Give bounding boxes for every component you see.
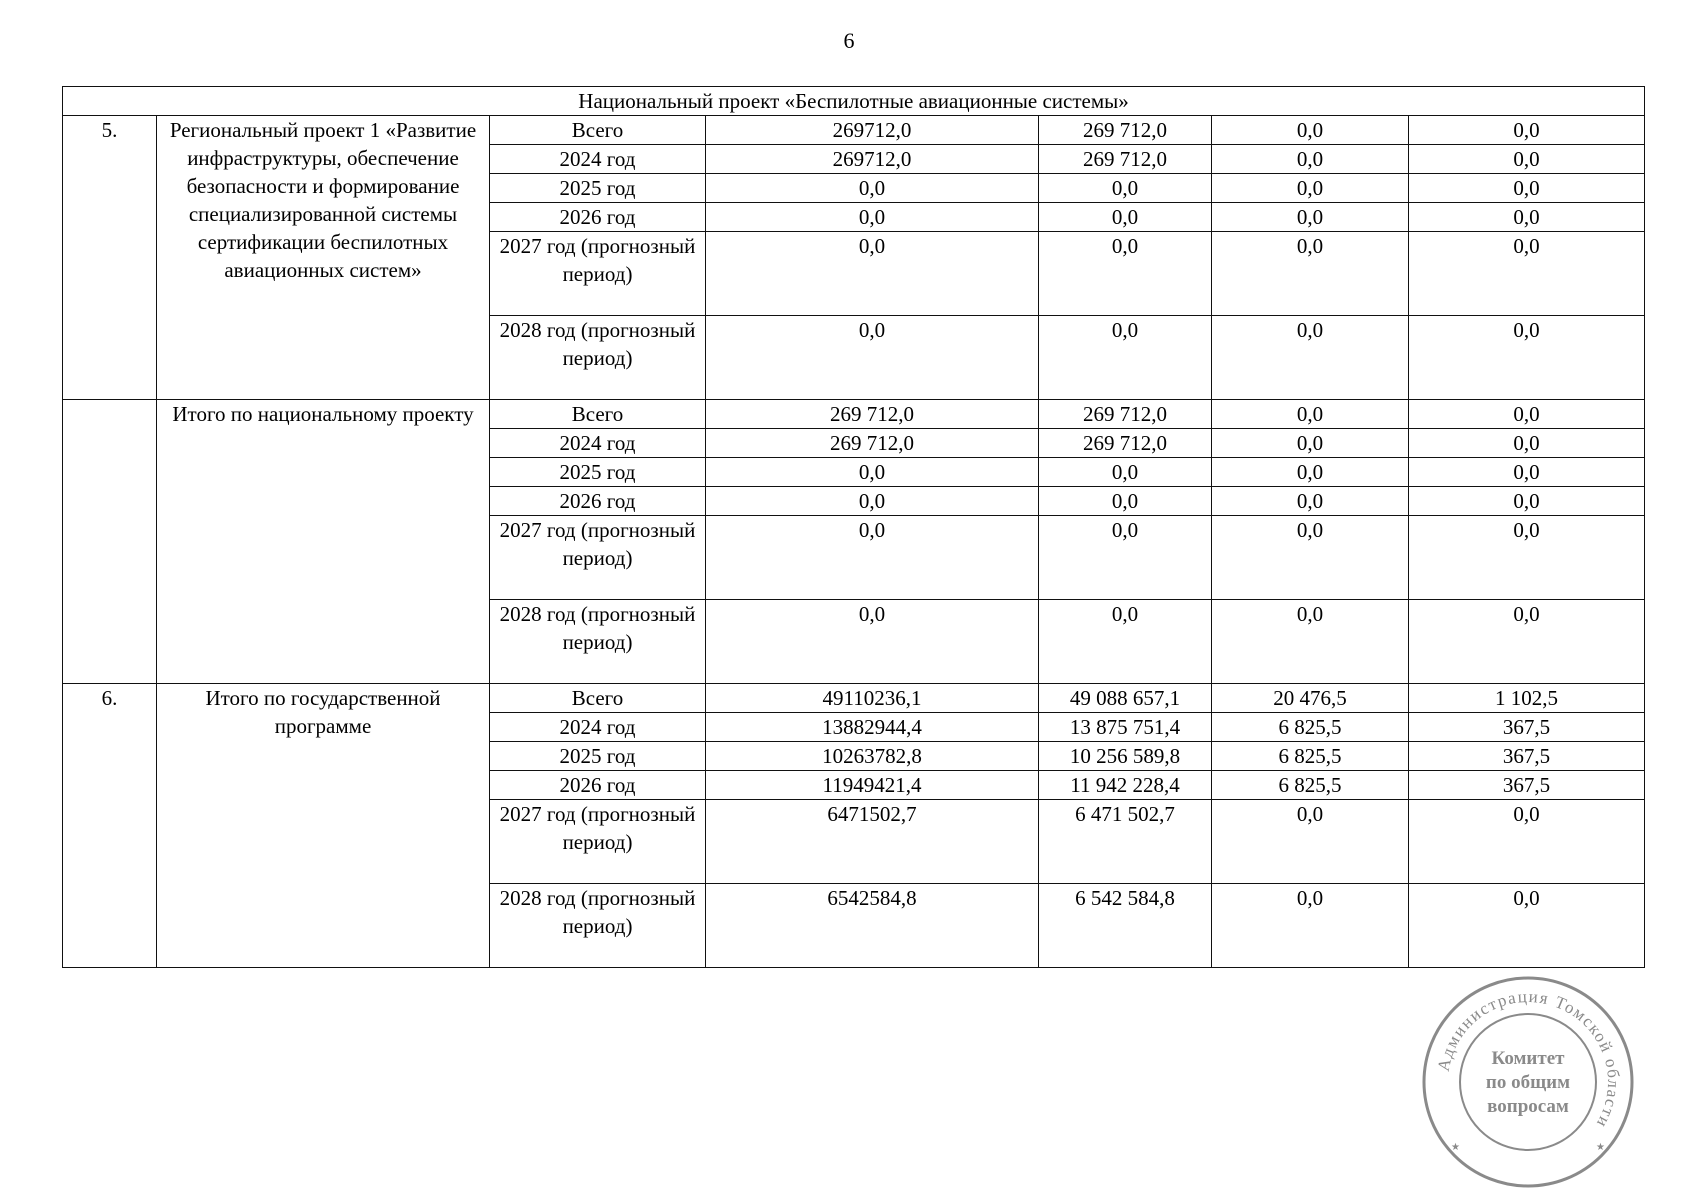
stamp-center-line: Комитет — [1491, 1048, 1565, 1069]
amount-cell-3: 0,0 — [1212, 487, 1409, 516]
amount-cell-2: 13 875 751,4 — [1039, 713, 1212, 742]
table-row — [63, 400, 1645, 429]
page-number: 6 — [843, 28, 855, 53]
amount-cell-2: 6 542 584,8 — [1039, 884, 1212, 968]
amount-cell-1: 269 712,0 — [706, 400, 1039, 429]
period-cell: 2026 год — [490, 487, 706, 516]
period-cell: 2025 год — [490, 742, 706, 771]
amount-cell-3: 0,0 — [1212, 116, 1409, 145]
amount-cell-2: 0,0 — [1039, 232, 1212, 316]
amount-cell-4: 1 102,5 — [1409, 684, 1645, 713]
amount-cell-1: 269712,0 — [706, 145, 1039, 174]
amount-cell-3: 0,0 — [1212, 316, 1409, 400]
amount-cell-4: 0,0 — [1409, 400, 1645, 429]
amount-cell-1: 6471502,7 — [706, 800, 1039, 884]
amount-cell-1: 0,0 — [706, 487, 1039, 516]
amount-cell-2: 0,0 — [1039, 174, 1212, 203]
stamp-star-right: ★ — [1596, 1142, 1605, 1153]
stamp-star-left: ★ — [1451, 1142, 1460, 1153]
amount-cell-4: 0,0 — [1409, 116, 1645, 145]
period-cell: Всего — [490, 400, 706, 429]
period-cell: 2026 год — [490, 203, 706, 232]
section-name: Региональный проект 1 «Развитие инфраструктуры, обеспечение безопасности и формирование специализированной системы сертификации беспилотных авиационных систем» — [157, 116, 490, 400]
section-name: Итого по национальному проекту — [157, 400, 490, 684]
amount-cell-3: 0,0 — [1212, 458, 1409, 487]
amount-cell-1: 0,0 — [706, 458, 1039, 487]
period-cell: 2024 год — [490, 713, 706, 742]
amount-cell-2: 0,0 — [1039, 203, 1212, 232]
amount-cell-3: 0,0 — [1212, 429, 1409, 458]
amount-cell-4: 367,5 — [1409, 742, 1645, 771]
amount-cell-3: 6 825,5 — [1212, 742, 1409, 771]
amount-cell-1: 0,0 — [706, 516, 1039, 600]
amount-cell-3: 0,0 — [1212, 400, 1409, 429]
amount-cell-2: 0,0 — [1039, 600, 1212, 684]
period-cell: 2027 год (прогнозный период) — [490, 232, 706, 316]
section-number: 6. — [63, 684, 157, 968]
period-cell: 2028 год (прогнозный период) — [490, 600, 706, 684]
amount-cell-1: 0,0 — [706, 600, 1039, 684]
amount-cell-4: 0,0 — [1409, 884, 1645, 968]
period-cell: Всего — [490, 684, 706, 713]
section-number: 5. — [63, 116, 157, 400]
period-cell: 2027 год (прогнозный период) — [490, 516, 706, 600]
amount-cell-3: 0,0 — [1212, 800, 1409, 884]
amount-cell-4: 0,0 — [1409, 516, 1645, 600]
amount-cell-1: 269 712,0 — [706, 429, 1039, 458]
amount-cell-4: 0,0 — [1409, 316, 1645, 400]
period-cell: 2028 год (прогнозный период) — [490, 316, 706, 400]
amount-cell-4: 0,0 — [1409, 145, 1645, 174]
amount-cell-4: 0,0 — [1409, 800, 1645, 884]
amount-cell-4: 0,0 — [1409, 174, 1645, 203]
period-cell: 2024 год — [490, 429, 706, 458]
amount-cell-2: 269 712,0 — [1039, 145, 1212, 174]
amount-cell-4: 0,0 — [1409, 487, 1645, 516]
period-cell: 2025 год — [490, 458, 706, 487]
period-cell: Всего — [490, 116, 706, 145]
official-stamp — [1418, 972, 1638, 1192]
amount-cell-1: 0,0 — [706, 232, 1039, 316]
amount-cell-1: 6542584,8 — [706, 884, 1039, 968]
amount-cell-4: 0,0 — [1409, 600, 1645, 684]
amount-cell-3: 6 825,5 — [1212, 713, 1409, 742]
amount-cell-3: 0,0 — [1212, 174, 1409, 203]
amount-cell-1: 13882944,4 — [706, 713, 1039, 742]
amount-cell-4: 367,5 — [1409, 713, 1645, 742]
amount-cell-2: 0,0 — [1039, 516, 1212, 600]
table-row — [63, 684, 1645, 713]
amount-cell-4: 0,0 — [1409, 232, 1645, 316]
stamp-center-line: вопросам — [1487, 1096, 1569, 1117]
budget-table — [62, 86, 1645, 968]
amount-cell-1: 269712,0 — [706, 116, 1039, 145]
amount-cell-1: 10263782,8 — [706, 742, 1039, 771]
period-cell: 2024 год — [490, 145, 706, 174]
amount-cell-2: 10 256 589,8 — [1039, 742, 1212, 771]
amount-cell-1: 11949421,4 — [706, 771, 1039, 800]
amount-cell-2: 0,0 — [1039, 458, 1212, 487]
amount-cell-1: 0,0 — [706, 203, 1039, 232]
amount-cell-3: 20 476,5 — [1212, 684, 1409, 713]
amount-cell-2: 0,0 — [1039, 316, 1212, 400]
amount-cell-1: 0,0 — [706, 174, 1039, 203]
period-cell: 2026 год — [490, 771, 706, 800]
amount-cell-2: 269 712,0 — [1039, 429, 1212, 458]
section-number — [63, 400, 157, 684]
period-cell: 2027 год (прогнозный период) — [490, 800, 706, 884]
section-name: Итого по государственной программе — [157, 684, 490, 968]
period-cell: 2028 год (прогнозный период) — [490, 884, 706, 968]
amount-cell-2: 269 712,0 — [1039, 116, 1212, 145]
table-row — [63, 116, 1645, 145]
amount-cell-2: 11 942 228,4 — [1039, 771, 1212, 800]
amount-cell-2: 0,0 — [1039, 487, 1212, 516]
amount-cell-3: 0,0 — [1212, 145, 1409, 174]
stamp-center-line: по общим — [1485, 1072, 1571, 1093]
amount-cell-1: 49110236,1 — [706, 684, 1039, 713]
stamp-ring-text: Администрация Томской области — [1433, 986, 1624, 1132]
period-cell: 2025 год — [490, 174, 706, 203]
amount-cell-1: 0,0 — [706, 316, 1039, 400]
amount-cell-4: 0,0 — [1409, 429, 1645, 458]
amount-cell-3: 0,0 — [1212, 232, 1409, 316]
amount-cell-2: 269 712,0 — [1039, 400, 1212, 429]
amount-cell-3: 6 825,5 — [1212, 771, 1409, 800]
national-project-title: Национальный проект «Беспилотные авиационные системы» — [63, 87, 1645, 116]
amount-cell-3: 0,0 — [1212, 516, 1409, 600]
amount-cell-2: 6 471 502,7 — [1039, 800, 1212, 884]
amount-cell-3: 0,0 — [1212, 203, 1409, 232]
amount-cell-3: 0,0 — [1212, 600, 1409, 684]
amount-cell-3: 0,0 — [1212, 884, 1409, 968]
amount-cell-4: 0,0 — [1409, 203, 1645, 232]
amount-cell-4: 0,0 — [1409, 458, 1645, 487]
amount-cell-4: 367,5 — [1409, 771, 1645, 800]
amount-cell-2: 49 088 657,1 — [1039, 684, 1212, 713]
